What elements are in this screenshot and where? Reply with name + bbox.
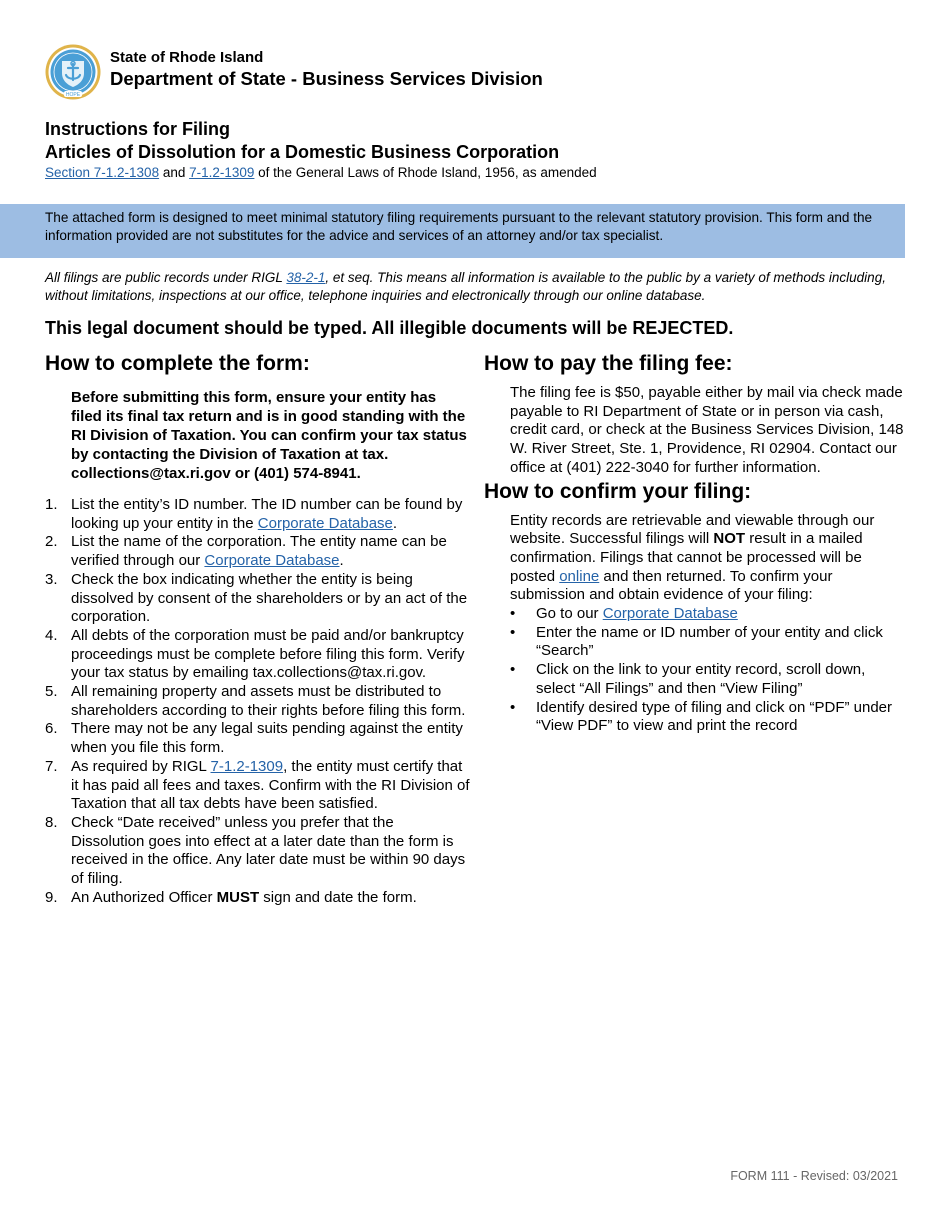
confirm-step-text	[536, 661, 904, 698]
complete-form-heading: How to complete the form:	[45, 352, 310, 375]
statute-suffix: of the General Laws of Rhode Island, 1956, as amended	[254, 165, 597, 180]
confirm-steps	[510, 605, 904, 736]
fee-text: The filing fee is $50, payable either by mail via check made payable to RI Department of State or in person via cash, credit card, or check at the Business Services Division, 148 W. River Street, Ste. 1, Providence, RI 02904. Contact our office at (401) 222-3040 for further information.	[510, 384, 904, 476]
disclaimer-text: The attached form is designed to meet minimal statutory filing requirements pursuant to the relevant statutory provision. This form and the information provided are not substitutes for the advice and services of an attorney and/or tax specialist.	[45, 210, 873, 243]
step-text	[71, 496, 470, 533]
step-number: 2.	[45, 533, 58, 551]
confirm-step-pre: Click on the link to your entity record, scroll down, select “All Filings” and then “View Filing”	[536, 661, 866, 697]
instruction-step	[45, 758, 470, 814]
confirm-step	[510, 624, 904, 661]
public-records-prefix: All filings are public records under RIGL	[45, 270, 287, 285]
instruction-step	[45, 627, 470, 683]
step-text-post: sign and date the form.	[259, 888, 417, 906]
department-name: Department of State - Business Services Division	[110, 67, 543, 89]
confirm-step	[510, 605, 904, 624]
rhode-island-seal-icon	[45, 44, 101, 100]
corporate-database-link[interactable]: Corporate Database	[257, 514, 393, 532]
letterhead	[45, 44, 543, 100]
step-number: 8.	[45, 813, 58, 831]
step-text	[71, 571, 470, 627]
step-text-pre: List the name of the corporation. The entity name can be verified through our	[71, 533, 447, 570]
instruction-step	[45, 533, 470, 570]
step-number: 7.	[45, 757, 58, 775]
disclaimer-banner	[0, 204, 905, 258]
document-titles	[45, 118, 905, 181]
bullet-icon: •	[510, 661, 516, 679]
step-text-pre: There may not be any legal suits pending against the entity when you file this form.	[71, 720, 463, 757]
public-records-suffix: , et seq. This means all information is available to the public by a variety of methods including, without limitations, inspections at our office, telephone inquiries and electronically through our online database.	[45, 270, 886, 303]
step-text	[71, 683, 470, 720]
step-text-pre: List the entity’s ID number. The ID number can be found by looking up your entity in the	[71, 496, 463, 532]
step-text-pre: An Authorized Officer	[71, 888, 217, 906]
bullet-icon: •	[510, 698, 516, 716]
step-text-bold: MUST	[216, 888, 260, 906]
instruction-step	[45, 683, 470, 720]
step-text-pre: Check the box indicating whether the entity is being dissolved by consent of the shareholders or by an act of the corporation.	[71, 570, 468, 626]
confirm-step-text	[536, 624, 904, 661]
confirm-step-pre: Identify desired type of filing and click on “PDF” under “View PDF” to view and print the record	[536, 698, 893, 735]
step-text	[71, 814, 470, 889]
pay-fee-heading: How to pay the filing fee:	[484, 352, 733, 375]
confirm-text-mid: result in a mailed confirmation. Filings that cannot be processed will be posted	[510, 530, 863, 585]
step-text-post: , the entity must certify that it has paid all fees and taxes. Confirm with the RI Division of Taxation that all tax debts have been satisfied.	[71, 757, 470, 813]
instruction-step	[45, 720, 470, 757]
step-number: 5.	[45, 683, 58, 701]
confirm-step	[510, 699, 904, 736]
confirm-step-text	[536, 699, 904, 736]
step-text-post: .	[339, 552, 344, 570]
instruction-step	[45, 889, 470, 908]
instruction-step	[45, 496, 470, 533]
corporate-database-link[interactable]: 7-1.2-1309	[210, 757, 284, 775]
confirm-step-text	[536, 605, 738, 624]
confirm-step-pre: Enter the name or ID number of your entity and click “Search”	[536, 623, 883, 660]
confirm-text-pre: Entity records are retrievable and viewable through our website. Successful filings will	[510, 511, 875, 548]
step-number: 1.	[45, 496, 58, 513]
title-line-1: Instructions for Filing	[45, 119, 230, 139]
bullet-icon: •	[510, 623, 516, 641]
step-text	[71, 758, 470, 814]
confirm-text-bold: NOT	[713, 530, 746, 548]
instruction-step	[45, 571, 470, 627]
and-text: and	[159, 165, 190, 180]
step-text-pre: All remaining property and assets must be distributed to shareholders according to their rights before filing this form.	[71, 683, 466, 719]
public-records-notice	[45, 269, 905, 304]
section-1309-link[interactable]: 7-1.2-1309	[189, 165, 255, 180]
step-text-post: .	[392, 514, 398, 532]
step-text	[71, 720, 470, 757]
tax-status-warning: Before submitting this form, ensure your entity has filed its final tax return and is in good standing with the RI Division of Taxation. You can confirm your tax status by contacting the Division of Taxation at tax. collections@tax.ri.gov or (401) 574-8941.	[71, 389, 467, 482]
typed-notice: This legal document should be typed. All illegible documents will be REJECTED.	[45, 318, 734, 338]
state-name: State of Rhode Island	[110, 48, 264, 66]
complete-form-section	[45, 350, 470, 907]
confirm-text-post: and then returned. To confirm your submission and obtain evidence of your filing:	[510, 567, 833, 604]
form-revision: FORM 111 - Revised: 03/2021	[730, 1169, 898, 1183]
confirm-filing-heading: How to confirm your filing:	[484, 479, 752, 503]
confirm-step	[510, 661, 904, 698]
step-text	[71, 627, 470, 683]
rigl-38-2-1-link[interactable]: 38-2-1	[286, 270, 326, 285]
corporate-database-link[interactable]: Corporate Database	[602, 605, 738, 623]
corporate-database-link[interactable]: Corporate Database	[204, 552, 340, 570]
bullet-icon: •	[510, 605, 516, 623]
seal-motto: HOPE	[65, 92, 81, 98]
step-number: 9.	[45, 888, 58, 906]
step-text	[71, 889, 417, 908]
step-number: 6.	[45, 720, 58, 738]
statute-references	[45, 164, 905, 181]
step-text	[71, 533, 470, 570]
step-text-pre: As required by RIGL	[71, 757, 211, 775]
step-text-pre: All debts of the corporation must be paid and/or bankruptcy proceedings must be complete before filing this form. Verify your tax status by emailing tax.collections@tax.ri.gov.	[71, 626, 465, 682]
section-1308-link[interactable]: Section 7-1.2-1308	[45, 165, 160, 180]
confirm-step-pre: Go to our	[536, 605, 603, 623]
right-column	[484, 350, 904, 736]
online-link[interactable]: online	[559, 567, 600, 585]
title-line-2: Articles of Dissolution for a Domestic Business Corporation	[45, 142, 560, 162]
confirm-text	[510, 512, 904, 606]
step-number: 4.	[45, 626, 58, 644]
instruction-step	[45, 814, 470, 889]
step-number: 3.	[45, 570, 58, 588]
step-text-pre: Check “Date received” unless you prefer that the Dissolution goes into effect at a later date than the form is received in the office. Any later date must be within 90 days of filing.	[71, 813, 466, 888]
instruction-steps	[45, 496, 470, 907]
